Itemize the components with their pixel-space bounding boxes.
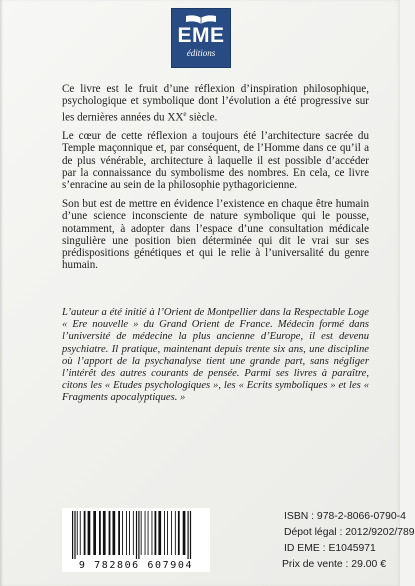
barcode-bar: [158, 511, 161, 555]
barcode-bar: [190, 511, 191, 559]
barcode-bar: [164, 511, 165, 555]
barcode-bar: [133, 511, 134, 555]
century-superscript: e: [183, 109, 187, 118]
barcode-bar: [99, 511, 101, 555]
paragraph-1-end: siècle.: [186, 111, 218, 124]
barcode-bar: [118, 511, 120, 555]
spine-shadow: [0, 0, 3, 586]
barcode-bar: [74, 511, 75, 559]
author-biography: L’auteur a été initié à l’Orient de Montpellier dans la Respectable Loge « Ere nouvelle » du Grand Orient de France. Médecin formé dans l’université de médecine la plus ancienne d’Europe, il est devenu psychiatre. Il pratique, maintenant depuis trente six ans, une discipline où l’apport de la psychanalyse tient une grande part, sans négliger l’intérêt des autres courants de pensée. Parmi ses livres à paraître, citons les « Etudes psychologiques », les « Ecrits symboliques » et les « Fragments apocalyptiques. »: [62, 307, 369, 404]
publisher-name: EME: [177, 24, 225, 47]
barcode-bar: [122, 511, 123, 555]
barcode-bar: [84, 511, 86, 555]
barcode-bar: [77, 511, 78, 555]
barcode-bar: [155, 511, 157, 555]
barcode-bar: [80, 511, 81, 555]
barcode-bar: [113, 511, 116, 555]
barcode-bars: [62, 508, 210, 560]
barcode-bar: [129, 511, 130, 555]
barcode-bar: [103, 511, 106, 555]
barcode-bar: [136, 511, 137, 559]
barcode-bar: [145, 511, 146, 555]
description-paragraph-2: Le cœur de cette réflexion a toujours été l’architecture sacrée du Temple maçonnique et, par conséquent, de l’Homme dans ce qu’il a de plus vénérable, architecture à laquelle il est possible d’accéder par la connaissance du symbolisme des nombres. En cela, ce livre s’enracine au sein de la philosophie pythagoricienne.: [62, 130, 369, 192]
description-paragraph-3: Son but est de mettre en évidence l’existence en chaque être humain d’une science inconsciente de nature symbolique qui le pousse, notamment, à adopter dans l’espace d’une consultation médicale singulière une position bien déterminée qui dit le vrai sur ses prédispositions génétiques et qui le relie à l’universalité du genre humain.: [62, 198, 369, 272]
isbn-text: ISBN : 978-2-8066-0790-4: [284, 511, 406, 522]
barcode-bar: [152, 511, 153, 555]
barcode-bar: [93, 511, 96, 555]
paragraph-1-text: Ce livre est le fruit d’une réflexion d’inspiration philosophique, psychologique et symbolique dont l’évolution a été progressive sur les dernières années du XX: [62, 83, 369, 124]
barcode-bar: [72, 511, 73, 559]
publisher-logo: [171, 8, 231, 68]
barcode-bar: [109, 511, 111, 555]
barcode-bar: [183, 511, 186, 555]
barcode-digits: 9 782806 607904: [78, 560, 194, 571]
barcode-bar: [138, 511, 139, 559]
barcode-bar: [188, 511, 189, 559]
description-paragraph-1: [62, 83, 369, 124]
barcode-bar: [171, 511, 172, 555]
barcode-bar: [141, 511, 142, 555]
barcode-bar: [175, 511, 176, 555]
barcode-bar: [88, 511, 91, 555]
legal-deposit-text: Dépot légal : 2012/9202/789: [284, 527, 415, 538]
publisher-id-text: ID EME : E1045971: [284, 543, 376, 554]
barcode-bar: [126, 511, 127, 555]
publisher-subtitle: éditions: [186, 48, 216, 58]
isbn-barcode: [62, 508, 210, 572]
barcode-bar: [148, 511, 149, 555]
price-text: Prix de vente : 29.00 €: [282, 559, 386, 570]
barcode-bar: [178, 511, 180, 555]
barcode-bar: [167, 511, 168, 555]
